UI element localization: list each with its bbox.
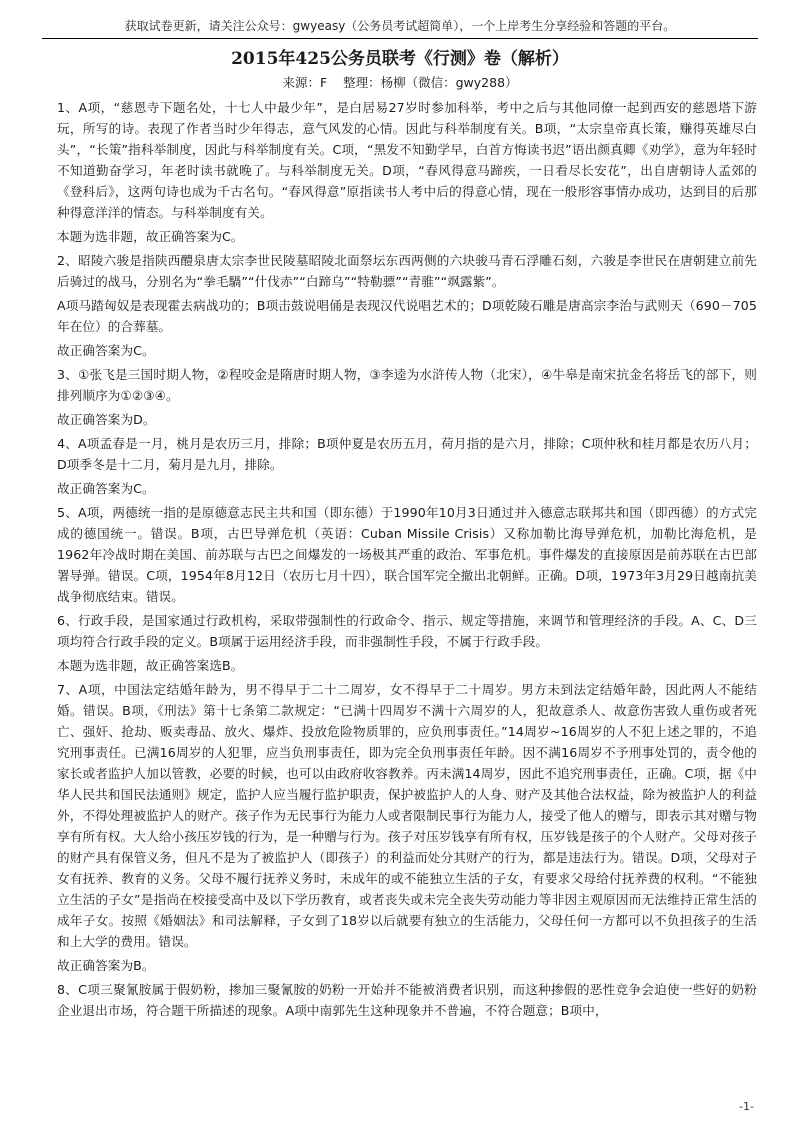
paragraph: 故正确答案为D。 [57,412,156,427]
paragraph: 7、A项，中国法定结婚年龄为，男不得早于二十二周岁，女不得早于二十周岁。男方未到法定结婚年龄，因此两人不能结婚。错误。B项，《刑法》第十七条第二款规定：“已满十四周岁不满十六周岁的人，犯故意杀人、故意伤害致人重伤或者死亡、强奸、抢劫、贩卖毒品、放火、爆炸、投放危险物质罪的，应负刑事责任。”14周岁~16周岁的人不犯上述之罪的，不追究刑事责任。已满16周岁的人犯罪，应当负刑事责任，即为完全负刑事责任年龄。因不满16周岁不予刑事处罚的，责令他的家长或者监护人加以管教，必要的时候，也可以由政府收容教养。丙未满14周岁，因此不追究刑事责任，正确。C项，据《中华人民共和国民法通则》规定，监护人应当履行监护职责，保护被监护人的人身、财产及其他合法权益，除为被监护人的利益外，不得处理被监护人的财产。孩子作为无民事行为能力人或者限制民事行为能力人，接受了他人的赠与，即表示其对赠与物享有所有权。大人给小孩压岁钱的行为，是一种赠与行为。孩子对压岁钱享有所有权，压岁钱是孩子的个人财产。父母对孩子的财产具有保管义务，但凡不是为了被监护人（即孩子）的利益而处分其财产的行为，都是违法行为。错误。D项，父母对子女有抚养、教育的义务。父母不履行抚养义务时，未成年的或不能独立生活的子女，有要求父母给付抚养费的权利。“不能独立生活的子女”是指尚在校接受高中及以下学历教育，或者丧失或未完全丧失劳动能力等非因主观原因而无法维持正常生活的成年子女。按照《婚姻法》和司法解释，子女到了18岁以后就要有独立的生活能力，父母任何一方都可以不负担孩子的生活和上大学的费用。错误。 [57,682,757,949]
paragraph: 1、A项，“慈恩寺下题名处，十七人中最少年”，是白居易27岁时参加科举，考中之后与其他同僚一起到西安的慈恩塔下游玩，所写的诗。表现了作者当时少年得志，意气风发的心情。因此与科举制度有关。B项，“太宗皇帝真长策，赚得英雄尽白头”，“长策”指科举制度，因此与科举制度有关。C项，“黑发不知勤学早，白首方悔读书迟”语出颜真卿《劝学》，意为年轻时不知道勤奋学习，年老时读书就晚了。与科举制度无关。D项，“春风得意马蹄疾，一日看尽长安花”，出自唐朝诗人孟郊的《登科后》，这两句诗也成为千古名句。“春风得意”原指读书人考中后的得意心情，现在一般形容事情办成功，达到目的后那种得意洋洋的情态。与科举制度有关。 [57,100,757,220]
document-editor: 整理：杨柳（微信：gwy288） [343,75,518,90]
document-body [57,97,757,1024]
paragraph: 故正确答案为C。 [57,343,155,358]
paragraph: 本题为选非题，故正确答案选B。 [57,658,244,673]
header-divider [42,38,758,39]
paragraph: 3、①张飞是三国时期人物，②程咬金是隋唐时期人物，③李逵为水浒传人物（北宋），④牛皋是南宋抗金名将岳飞的部下，则排列顺序为①②③④。 [57,367,757,403]
paragraph: 5、A项，两德统一指的是原德意志民主共和国（即东德）于1990年10月3日通过并入德意志联邦共和国（即西德）的方式完成的德国统一。错误。B项，古巴导弹危机（英语：Cuban Missile Crisis）又称加勒比海导弹危机，加勒比海危机，是1962年冷战时期在美国、前苏联与古巴之间爆发的一场极其严重的政治、军事危机。事件爆发的直接原因是前苏联在古巴部署导弹。错误。C项，1954年8月12日（农历七月十四），联合国军完全撤出北朝鲜。正确。D项，1973年3月29日越南抗美战争彻底结束。错误。 [57,505,757,604]
paragraph: A项马踏匈奴是表现霍去病战功的；B项击鼓说唱俑是表现汉代说唱艺术的；D项乾陵石雕是唐高宗李治与武则天（690－705年在位）的合葬墓。 [57,298,757,334]
paragraph: 8、C项三聚氰胺属于假奶粉，掺加三聚氰胺的奶粉一开始并不能被消费者识别，而这种掺假的恶性竞争会迫使一些好的奶粉企业退出市场，符合题干所描述的现象。A项中南郭先生这种现象并不普遍，不符合题意；B项中， [57,982,757,1018]
page-number: -1- [739,1100,754,1113]
document-title: 2015年425公务员联考《行测》卷（解析） [231,49,569,69]
document-meta [0,74,800,92]
paragraph: 4、A项孟春是一月，桃月是农历三月，排除；B项仲夏是农历五月，荷月指的是六月，排除；C项仲秋和桂月都是农历八月；D项季冬是十二月，菊月是九月，排除。 [57,436,757,472]
paragraph: 6、行政手段，是国家通过行政机构，采取带强制性的行政命令、指示、规定等措施，来调节和管理经济的手段。A、C、D三项均符合行政手段的定义。B项属于运用经济手段，而非强制性手段，不属于行政手段。 [57,613,757,649]
paragraph: 本题为选非题，故正确答案为C。 [57,229,244,244]
document-source: 来源：F [282,75,328,90]
header-notice: 获取试卷更新，请关注公众号：gwyeasy（公务员考试超简单），一个上岸考生分享经验和答题的平台。 [124,19,676,33]
paragraph: 故正确答案为B。 [57,958,155,973]
paragraph: 故正确答案为C。 [57,481,155,496]
paragraph: 2、昭陵六骏是指陕西醴泉唐太宗李世民陵墓昭陵北面祭坛东西两侧的六块骏马青石浮雕石刻，六骏是李世民在唐朝建立前先后骑过的战马，分别名为“拳毛騧”“什伐赤”“白蹄乌”“特勒骠”“青骓”“飒露紫”。 [57,253,757,289]
